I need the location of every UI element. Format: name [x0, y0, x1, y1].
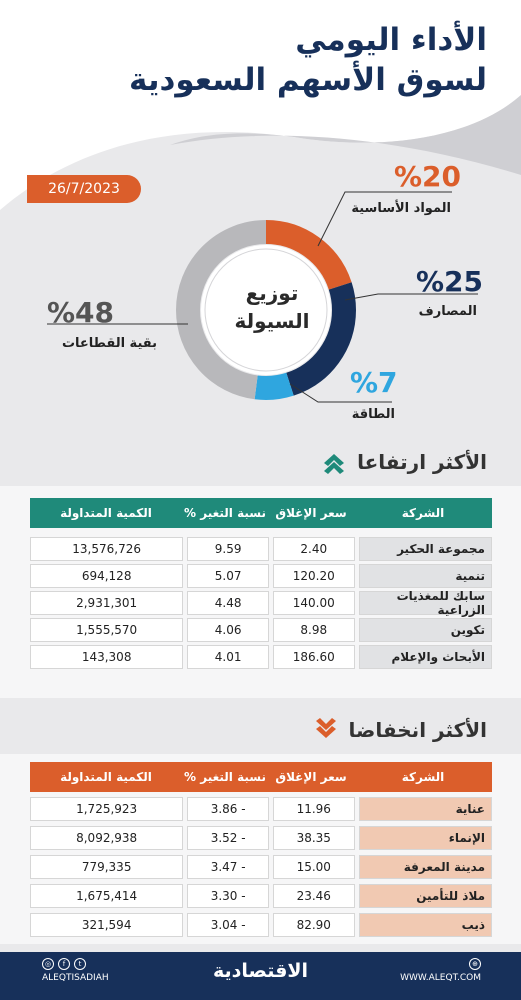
- volume-cell: 694,128: [30, 564, 183, 588]
- change-percent-cell: 4.48: [187, 591, 269, 615]
- company-cell: ذيب: [359, 913, 492, 937]
- social-handle[interactable]: ALEQTISADIAH: [42, 973, 109, 983]
- double-chevron-down-icon: [313, 718, 339, 742]
- company-cell: عناية: [359, 797, 492, 821]
- col-volume: الكمية المتداولة: [60, 770, 152, 784]
- col-close: سعر الإغلاق: [275, 506, 347, 520]
- table-row: [30, 564, 492, 588]
- col-company: الشركة: [401, 770, 445, 784]
- twitter-icon[interactable]: t: [74, 958, 86, 970]
- close-price-cell: 120.20: [273, 564, 355, 588]
- banks-percent: %25: [416, 265, 484, 298]
- change-percent-cell: - 3.52: [187, 826, 269, 850]
- change-percent-cell: 5.07: [187, 564, 269, 588]
- volume-cell: 13,576,726: [30, 537, 183, 561]
- date-badge: 26/7/2023: [27, 175, 141, 203]
- donut-center-label: [213, 279, 331, 335]
- gainers-heading: [321, 450, 487, 474]
- donut-center-line-2: السيولة: [234, 309, 310, 333]
- close-price-cell: 38.35: [273, 826, 355, 850]
- volume-cell: 1,555,570: [30, 618, 183, 642]
- company-cell: الأبحاث والإعلام: [359, 645, 492, 669]
- table-row: [30, 913, 492, 937]
- table-row: [30, 826, 492, 850]
- close-price-cell: 15.00: [273, 855, 355, 879]
- close-price-cell: 2.40: [273, 537, 355, 561]
- donut-center-line-1: توزيع: [245, 281, 299, 305]
- globe-icon: ⊕: [469, 958, 481, 970]
- website-link[interactable]: [400, 958, 481, 983]
- col-change: نسبة التغير %: [184, 770, 266, 784]
- volume-cell: 2,931,301: [30, 591, 183, 615]
- table-row: [30, 618, 492, 642]
- brand-logo: الاقتصادية: [212, 960, 309, 982]
- close-price-cell: 82.90: [273, 913, 355, 937]
- change-percent-cell: - 3.86: [187, 797, 269, 821]
- volume-cell: 779,335: [30, 855, 183, 879]
- company-cell: مدينة المعرفة: [359, 855, 492, 879]
- change-percent-cell: - 3.04: [187, 913, 269, 937]
- close-price-cell: 23.46: [273, 884, 355, 908]
- basic-materials-label: المواد الأساسية: [351, 201, 451, 216]
- title-line-1: الأداء اليومي: [295, 22, 487, 58]
- footer: [0, 952, 521, 1000]
- gainers-title: الأكثر ارتفاعا: [357, 450, 487, 474]
- table-row: [30, 855, 492, 879]
- liquidity-donut-chart: [0, 0, 521, 440]
- table-row: [30, 645, 492, 669]
- title-line-2: لسوق الأسهم السعودية: [129, 62, 487, 98]
- change-percent-cell: 4.06: [187, 618, 269, 642]
- table-row: [30, 537, 492, 561]
- company-cell: الإنماء: [359, 826, 492, 850]
- company-cell: ملاذ للتأمين: [359, 884, 492, 908]
- volume-cell: 321,594: [30, 913, 183, 937]
- close-price-cell: 186.60: [273, 645, 355, 669]
- volume-cell: 143,308: [30, 645, 183, 669]
- volume-cell: 1,725,923: [30, 797, 183, 821]
- instagram-icon[interactable]: ◎: [42, 958, 54, 970]
- change-percent-cell: - 3.30: [187, 884, 269, 908]
- gainers-table-header: [30, 498, 492, 528]
- col-change: نسبة التغير %: [184, 506, 266, 520]
- company-cell: تنمية: [359, 564, 492, 588]
- energy-label: الطاقة: [351, 407, 395, 422]
- banks-label: المصارف: [418, 304, 477, 319]
- change-percent-cell: 9.59: [187, 537, 269, 561]
- change-percent-cell: - 3.47: [187, 855, 269, 879]
- volume-cell: 1,675,414: [30, 884, 183, 908]
- losers-title: الأكثر انخفاضا: [348, 718, 487, 742]
- losers-heading: [313, 718, 487, 742]
- col-volume: الكمية المتداولة: [60, 506, 152, 520]
- basic-materials-percent: %20: [394, 160, 462, 193]
- facebook-icon[interactable]: f: [58, 958, 70, 970]
- losers-table-header: [30, 762, 492, 792]
- company-cell: سابك للمغذيات الزراعية: [359, 591, 492, 615]
- energy-percent: %7: [350, 366, 398, 399]
- double-chevron-up-icon: [321, 450, 347, 474]
- website-url[interactable]: WWW.ALEQT.COM: [400, 973, 481, 983]
- close-price-cell: 11.96: [273, 797, 355, 821]
- change-percent-cell: 4.01: [187, 645, 269, 669]
- other-sectors-label: بقية القطاعات: [61, 336, 157, 351]
- table-row: [30, 884, 492, 908]
- table-row: [30, 591, 492, 615]
- close-price-cell: 140.00: [273, 591, 355, 615]
- company-cell: مجموعة الحكير: [359, 537, 492, 561]
- volume-cell: 8,092,938: [30, 826, 183, 850]
- col-company: الشركة: [401, 506, 445, 520]
- col-close: سعر الإغلاق: [275, 770, 347, 784]
- company-cell: تكوين: [359, 618, 492, 642]
- table-row: [30, 797, 492, 821]
- close-price-cell: 8.98: [273, 618, 355, 642]
- other-sectors-percent: %48: [47, 296, 115, 329]
